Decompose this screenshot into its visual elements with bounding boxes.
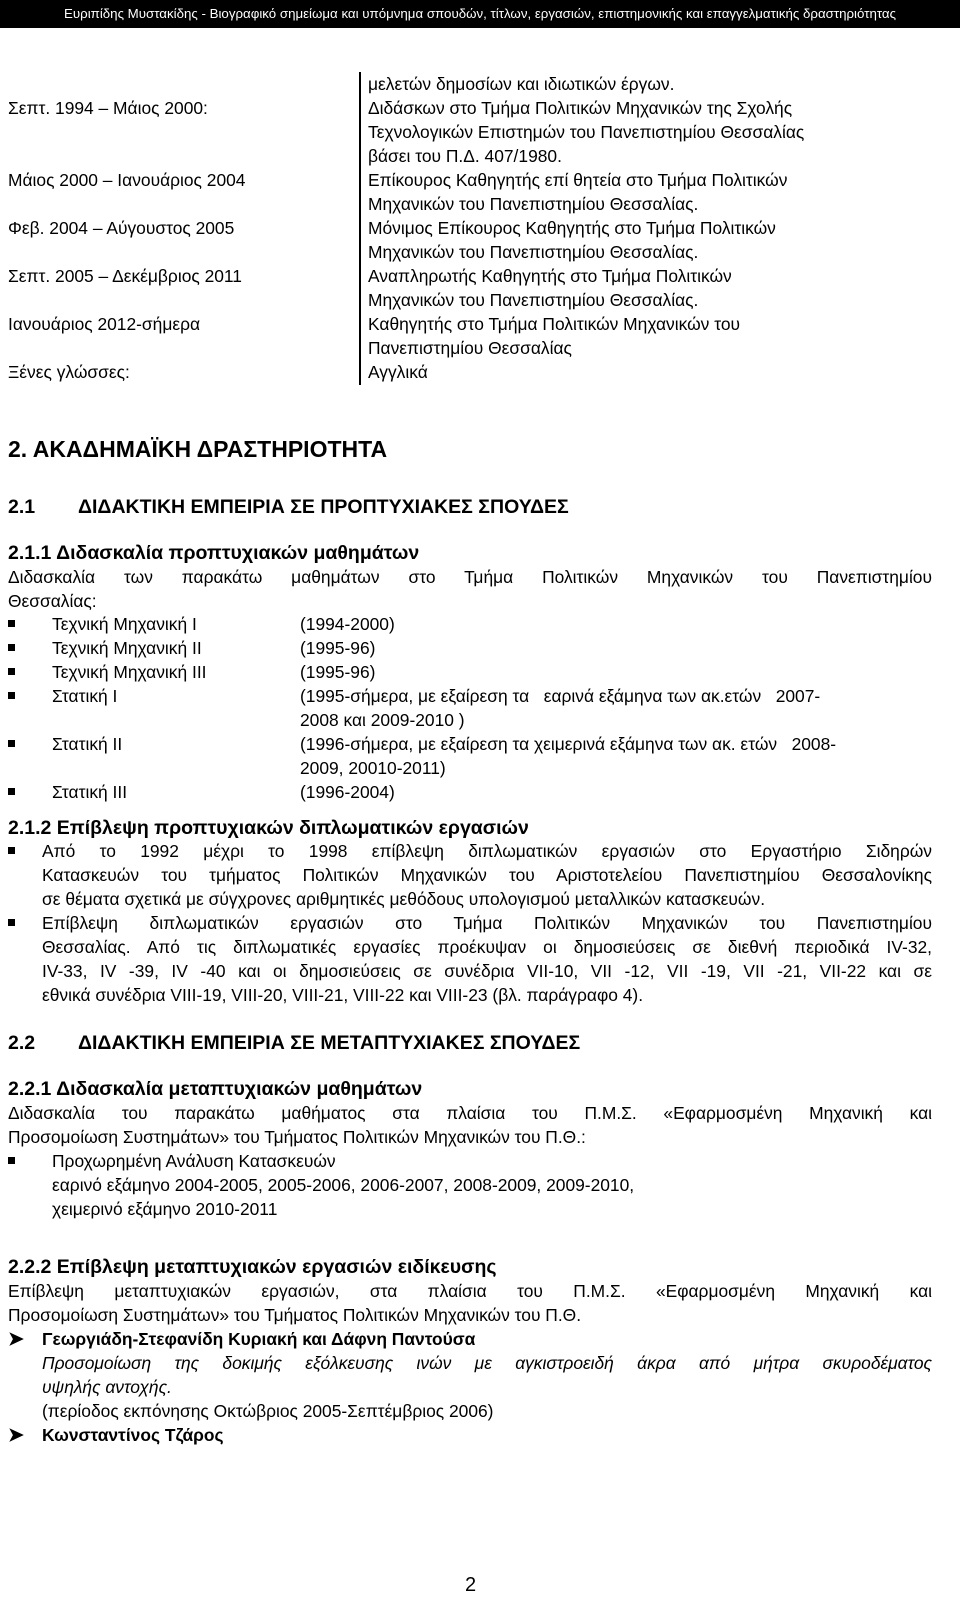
cv-line: βάσει του Π.Δ. 407/1980.	[368, 146, 562, 166]
thesis-authors: Γεωργιάδη-Στεφανίδη Κυριακή και Δάφνη Παντούσα	[42, 1329, 476, 1349]
cv-line: Αγγλικά	[368, 362, 428, 382]
course-name: Τεχνική Μηχανική II	[52, 638, 202, 658]
cv-line: Μηχανικών του Πανεπιστημίου Θεσσαλίας.	[368, 242, 699, 262]
cv-line: Τεχνολογικών Επιστημών του Πανεπιστημίου Θεσσαλίας	[368, 122, 805, 142]
paragraph: Από το 1992 μέχρι το 1998 επίβλεψη διπλωματικών εργασιών στο Εργαστήριο Σιδηρών	[42, 841, 932, 861]
paragraph: σε θέματα σχετικά με σύγχρονες αριθμητικές μεθόδους υπολογισμού μεταλλικών κατασκευών.	[42, 889, 766, 909]
document-header: Ευριπίδης Μυστακίδης - Βιογραφικό σημείωμα και υπόμνημα σπουδών, τίτλων, εργασιών, επιστημονικής και επαγγελματικής δραστηριότητας	[0, 0, 960, 28]
cv-line: Μόνιμος Επίκουρος Καθηγητής στο Τμήμα Πολιτικών	[368, 218, 776, 238]
course-years-cont: 2009, 20010-2011)	[300, 758, 446, 778]
course-name: Τεχνική Μηχανική III	[52, 662, 207, 682]
arrow-bullet-icon: ➤	[8, 1425, 24, 1446]
course-years: (1994-2000)	[300, 614, 395, 634]
course-years: (1995-σήμερα, με εξαίρεση τα εαρινά εξάμηνα των ακ.ετών 2007-	[300, 686, 821, 706]
section-2-1-2-title: 2.1.2 Επίβλεψη προπτυχιακών διπλωματικών εργασιών	[8, 817, 529, 839]
course-years: (1996-2004)	[300, 782, 395, 802]
bullet-icon	[8, 692, 15, 699]
cv-line: Μηχανικών του Πανεπιστημίου Θεσσαλίας.	[368, 290, 699, 310]
course-years-cont: 2008 και 2009-2010 )	[300, 710, 465, 730]
section-2-2-title: ΔΙΔΑΚΤΙΚΗ ΕΜΠΕΙΡΙΑ ΣΕ ΜΕΤΑΠΤΥΧΙΑΚΕΣ ΣΠΟΥΔΕΣ	[78, 1032, 581, 1054]
course-name: Στατική II	[52, 734, 123, 754]
course-semesters: χειμερινό εξάμηνο 2010-2011	[52, 1199, 278, 1219]
cv-period: Ξένες γλώσσες:	[8, 362, 130, 382]
bullet-icon	[8, 620, 15, 627]
bullet-icon	[8, 919, 15, 926]
paragraph: Κατασκευών του τμήματος Πολιτικών Μηχανικών του Αριστοτελείου Πανεπιστημίου Θεσσαλονίκης	[42, 865, 932, 885]
section-2-title: 2. ΑΚΑΔΗΜΑΪΚΗ ΔΡΑΣΤΗΡΙΟΤΗΤΑ	[8, 436, 388, 462]
arrow-bullet-icon: ➤	[8, 1329, 24, 1350]
course-years: (1995-96)	[300, 662, 376, 682]
cv-period: Ιανουάριος 2012-σήμερα	[8, 314, 201, 334]
cv-top-line: μελετών δημοσίων και ιδιωτικών έργων.	[368, 74, 675, 94]
bullet-icon	[8, 740, 15, 747]
cv-line: Πανεπιστημίου Θεσσαλίας	[368, 338, 572, 358]
cv-line: Μηχανικών του Πανεπιστημίου Θεσσαλίας.	[368, 194, 699, 214]
section-2-2-2-title: 2.2.2 Επίβλεψη μεταπτυχιακών εργασιών ειδίκευσης	[8, 1256, 497, 1278]
bullet-icon	[8, 788, 15, 795]
cv-line: Επίκουρος Καθηγητής επί θητεία στο Τμήμα Πολιτικών	[368, 170, 788, 190]
paragraph: Επίβλεψη διπλωματικών εργασιών στο Τμήμα Πολιτικών Μηχανικών του Πανεπιστημίου	[42, 913, 932, 933]
paragraph: Προσομοίωση Συστημάτων» του Τμήματος Πολιτικών Μηχανικών του Π.Θ.:	[8, 1127, 586, 1147]
thesis-title: υψηλής αντοχής.	[42, 1377, 172, 1397]
paragraph: Θεσσαλίας. Από τις διπλωματικές εργασίες προέκυψαν οι δημοσιεύσεις σε διεθνή περιοδικά IV-32,	[42, 937, 932, 957]
thesis-title: Προσομοίωση της δοκιμής εξόλκευσης ινών με αγκιστροειδή άκρα από μήτρα σκυροδέματος	[42, 1353, 932, 1373]
paragraph: Προσομοίωση Συστημάτων» του Τμήματος Πολιτικών Μηχανικών του Π.Θ.	[8, 1305, 582, 1325]
cv-line: Διδάσκων στο Τμήμα Πολιτικών Μηχανικών της Σχολής	[368, 98, 793, 118]
course-years: (1996-σήμερα, με εξαίρεση τα χειμερινά εξάμηνα των ακ. ετών 2008-	[300, 734, 837, 754]
course-years: (1995-96)	[300, 638, 376, 658]
section-2-1-1-title: 2.1.1 Διδασκαλία προπτυχιακών μαθημάτων	[8, 542, 420, 564]
cv-period: Μάιος 2000 – Ιανουάριος 2004	[8, 170, 246, 190]
section-2-2-1-title: 2.2.1 Διδασκαλία μεταπτυχιακών μαθημάτων	[8, 1078, 423, 1100]
bullet-icon	[8, 847, 15, 854]
thesis-authors: Κωνσταντίνος Τζάρος	[42, 1425, 224, 1445]
bullet-icon	[8, 1157, 15, 1164]
course-semesters: εαρινό εξάμηνο 2004-2005, 2005-2006, 2006-2007, 2008-2009, 2009-2010,	[52, 1175, 635, 1195]
section-2-2-number: 2.2	[8, 1032, 36, 1054]
paragraph: IV-33, IV -39, IV -40 και οι δημοσιεύσεις σε συνέδρια VII-10, VII -12, VII -19, VII -21, VII-22 και σε	[42, 961, 932, 981]
paragraph: Θεσσαλίας:	[8, 591, 97, 611]
course-name: Τεχνική Μηχανική I	[52, 614, 197, 634]
cv-period: Φεβ. 2004 – Αύγουστος 2005	[8, 218, 235, 238]
page-number: 2	[465, 1574, 477, 1596]
paragraph: Διδασκαλία των παρακάτω μαθημάτων στο Τμήμα Πολιτικών Μηχανικών του Πανεπιστημίου	[8, 567, 932, 587]
cv-line: Αναπληρωτής Καθηγητής στο Τμήμα Πολιτικών	[368, 266, 732, 286]
bullet-icon	[8, 644, 15, 651]
course-name: Στατική III	[52, 782, 128, 802]
cv-line: Καθηγητής στο Τμήμα Πολιτικών Μηχανικών του	[368, 314, 741, 334]
section-2-1-title: ΔΙΔΑΚΤΙΚΗ ΕΜΠΕΙΡΙΑ ΣΕ ΠΡΟΠΤΥΧΙΑΚΕΣ ΣΠΟΥΔΕΣ	[78, 496, 569, 518]
bullet-icon	[8, 668, 15, 675]
course-name: Προχωρημένη Ανάλυση Κατασκευών	[52, 1151, 336, 1171]
thesis-period: (περίοδος εκπόνησης Οκτώβριος 2005-Σεπτέμβριος 2006)	[42, 1401, 494, 1421]
section-2-1-number: 2.1	[8, 496, 36, 518]
paragraph: εθνικά συνέδρια VIII-19, VIII-20, VIII-21, VIII-22 και VIII-23 (βλ. παράγραφο 4).	[42, 985, 644, 1005]
cv-period: Σεπτ. 2005 – Δεκέμβριος 2011	[8, 266, 242, 286]
cv-period: Σεπτ. 1994 – Μάιος 2000:	[8, 98, 208, 118]
paragraph: Επίβλεψη μεταπτυχιακών εργασιών, στα πλαίσια του Π.Μ.Σ. «Εφαρμοσμένη Μηχανική και	[8, 1281, 932, 1301]
course-name: Στατική I	[52, 686, 118, 706]
paragraph: Διδασκαλία του παρακάτω μαθήματος στα πλαίσια του Π.Μ.Σ. «Εφαρμοσμένη Μηχανική και	[8, 1103, 932, 1123]
timeline-divider	[359, 72, 361, 385]
